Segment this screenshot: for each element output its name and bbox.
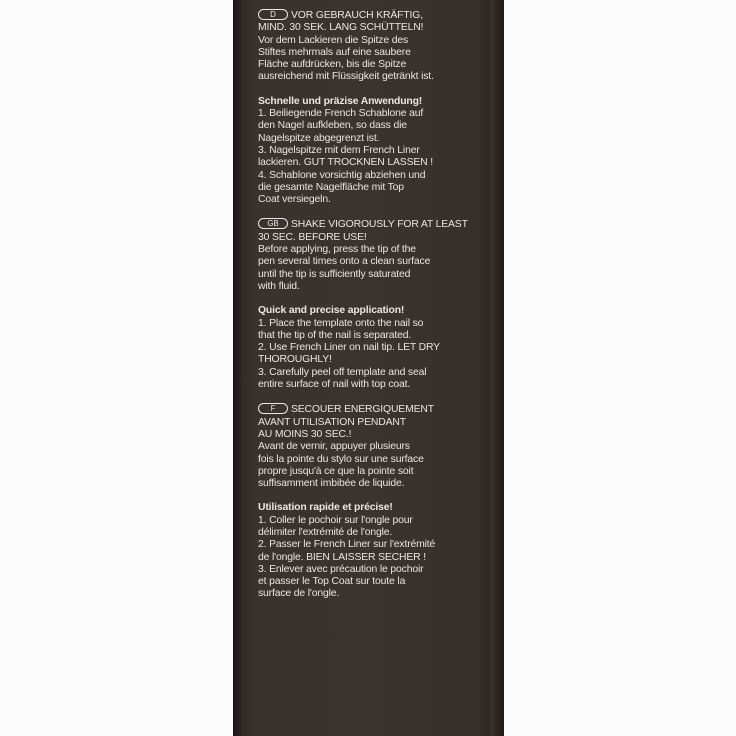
french-heading: Utilisation rapide et précise! [258, 502, 393, 514]
box-left-edge [233, 0, 241, 736]
german-body-line: ausreichend mit Flüssigkeit getränkt ist. [258, 71, 434, 83]
english-language-badge: GB [258, 218, 288, 229]
french-step-line: 2. Passer le French Liner sur l'extrémité [258, 539, 436, 551]
german-warning-line-1: D VOR GEBRAUCH KRÄFTIG, [258, 9, 494, 22]
english-step-line: entire surface of nail with top coat. [258, 379, 411, 391]
german-step-line: den Nagel aufkleben, so dass die [258, 120, 407, 132]
french-steps-section [258, 502, 494, 600]
english-step-line: 2. Use French Liner on nail tip. LET DRY [258, 342, 440, 354]
english-body-line: with fluid. [258, 280, 300, 292]
french-warning-line-2: AVANT UTILISATION PENDANT [258, 416, 406, 428]
french-body-line: fois la pointe du stylo sur une surface [258, 453, 424, 465]
english-body-line: Before applying, press the tip of the [258, 244, 416, 256]
french-step-line: et passer le Top Coat sur toute la [258, 576, 406, 588]
english-step-line: that the tip of the nail is separated. [258, 329, 412, 341]
german-step-line: die gesamte Nagelfläche mit Top [258, 181, 404, 193]
german-language-badge: D [258, 9, 288, 20]
german-steps-section [258, 96, 494, 207]
french-warning-line-3: AU MOINS 30 SEC.! [258, 428, 352, 440]
english-steps-section [258, 305, 494, 391]
german-section [258, 9, 494, 84]
french-step-line: de l'ongle. BIEN LAISSER SECHER ! [258, 551, 426, 563]
french-warning-line-1: F SECOUER ENERGIQUEMENT [258, 403, 494, 416]
packaging-box-side [233, 0, 504, 736]
french-step-line: délimiter l'extrémité de l'ongle. [258, 526, 393, 538]
german-step-line: Coat versiegeln. [258, 194, 331, 206]
french-section [258, 403, 494, 490]
german-step-line: Nagelspitze abgegrenzt ist. [258, 132, 380, 144]
french-body-line: Avant de vernir, appuyer plusieurs [258, 441, 410, 453]
english-body-line: until the tip is sufficiently saturated [258, 268, 411, 280]
german-body-line: Fläche aufdrücken, bis die Spitze [258, 59, 407, 71]
french-body-line: propre jusqu'à ce que la pointe soit [258, 465, 414, 477]
english-warning-line-2: 30 SEC. BEFORE USE! [258, 231, 367, 243]
english-step-line: 3. Carefully peel off template and seal [258, 366, 427, 378]
english-step-line: 1. Place the template onto the nail so [258, 317, 424, 329]
french-language-badge: F [258, 403, 288, 414]
french-step-line: 1. Coller le pochoir sur l'ongle pour [258, 514, 413, 526]
french-step-line: surface de l'ongle. [258, 588, 340, 600]
english-heading: Quick and precise application! [258, 305, 405, 317]
german-step-line: lackieren. GUT TROCKNEN LASSEN ! [258, 157, 433, 169]
french-step-line: 3. Enlever avec précaution le pochoir [258, 563, 424, 575]
english-body-line: pen several times onto a clean surface [258, 256, 431, 268]
english-warning-line-1: GB SHAKE VIGOROUSLY FOR AT LEAST [258, 218, 494, 231]
english-section [258, 218, 494, 293]
instructions-text [258, 9, 494, 613]
german-step-line: 3. Nagelspitze mit dem French Liner [258, 144, 420, 156]
german-body-line: Vor dem Lackieren die Spitze des [258, 34, 408, 46]
english-step-line: THOROUGHLY! [258, 354, 332, 366]
german-step-line: 4. Schablone vorsichtig abziehen und [258, 169, 426, 181]
german-heading: Schnelle und präzise Anwendung! [258, 95, 423, 107]
french-body-line: suffisamment imbibée de liquide. [258, 478, 405, 490]
german-warning-line-2: MIND. 30 SEK. LANG SCHÜTTELN! [258, 22, 424, 34]
german-step-line: 1. Beiliegende French Schablone auf [258, 108, 424, 120]
german-body-line: Stiftes mehrmals auf eine saubere [258, 46, 411, 58]
